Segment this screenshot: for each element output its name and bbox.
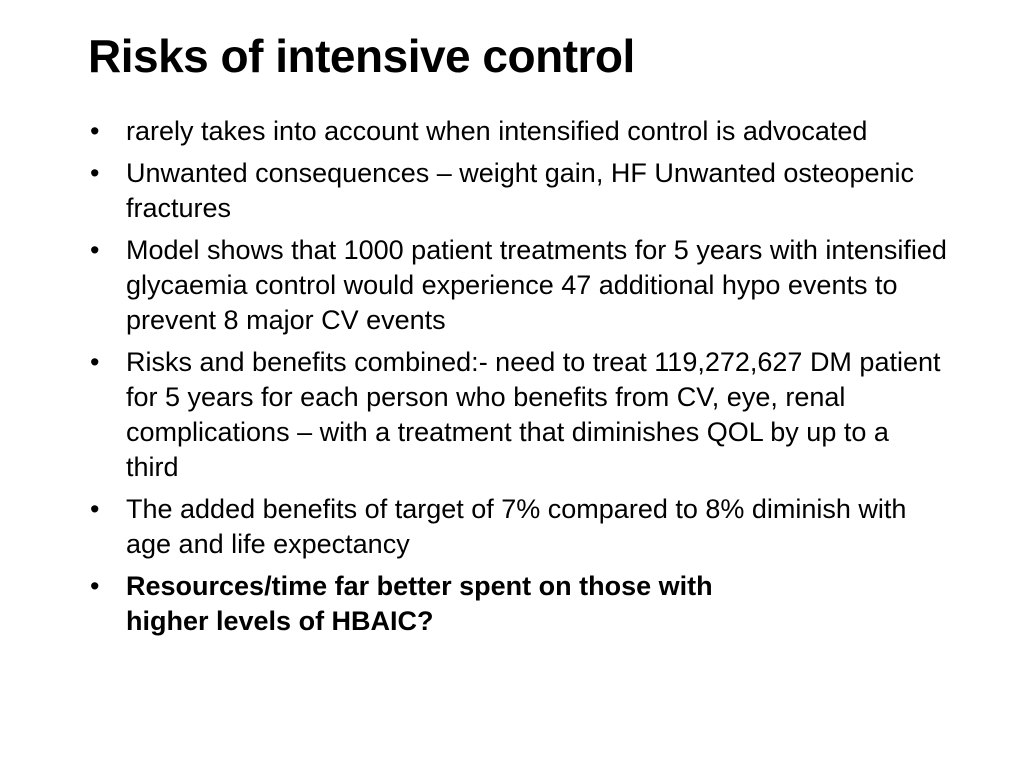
bullet-dot-icon: • — [90, 235, 100, 265]
bullet-item — [88, 156, 948, 226]
bullet-text-line: Resources/time far better spent on those with — [126, 571, 713, 601]
bullet-item — [88, 114, 948, 149]
bullet-text: Unwanted consequences – weight gain, HF Unwanted osteopenic fractures — [126, 158, 914, 223]
bullet-dot-icon: • — [90, 116, 100, 146]
bullet-item — [88, 492, 948, 562]
bullet-text: rarely takes into account when intensified control is advocated — [126, 116, 868, 146]
bullet-dot-icon: • — [90, 347, 100, 377]
bullet-dot-icon: • — [90, 494, 100, 524]
bullet-item-emphasis — [88, 569, 948, 639]
bullet-dot-icon: • — [90, 571, 100, 601]
bullet-text-line: higher levels of HBAIC? — [126, 606, 434, 636]
bullet-list — [88, 114, 948, 646]
bullet-text: Risks and benefits combined:- need to treat 119,272,627 DM patient for 5 years for each person who benefits from CV, eye, renal complications – with a treatment that diminishes QOL by up to a third — [126, 347, 941, 482]
bullet-item — [88, 345, 948, 485]
bullet-text: Model shows that 1000 patient treatments for 5 years with intensified glycaemia control would experience 47 additional hypo events to prevent 8 major CV events — [126, 235, 947, 335]
bullet-text: The added benefits of target of 7% compared to 8% diminish with age and life expectancy — [126, 494, 907, 559]
bullet-dot-icon: • — [90, 158, 100, 188]
slide-title: Risks of intensive control — [88, 30, 635, 82]
bullet-text-emphasis — [126, 569, 948, 639]
bullet-item — [88, 233, 948, 338]
